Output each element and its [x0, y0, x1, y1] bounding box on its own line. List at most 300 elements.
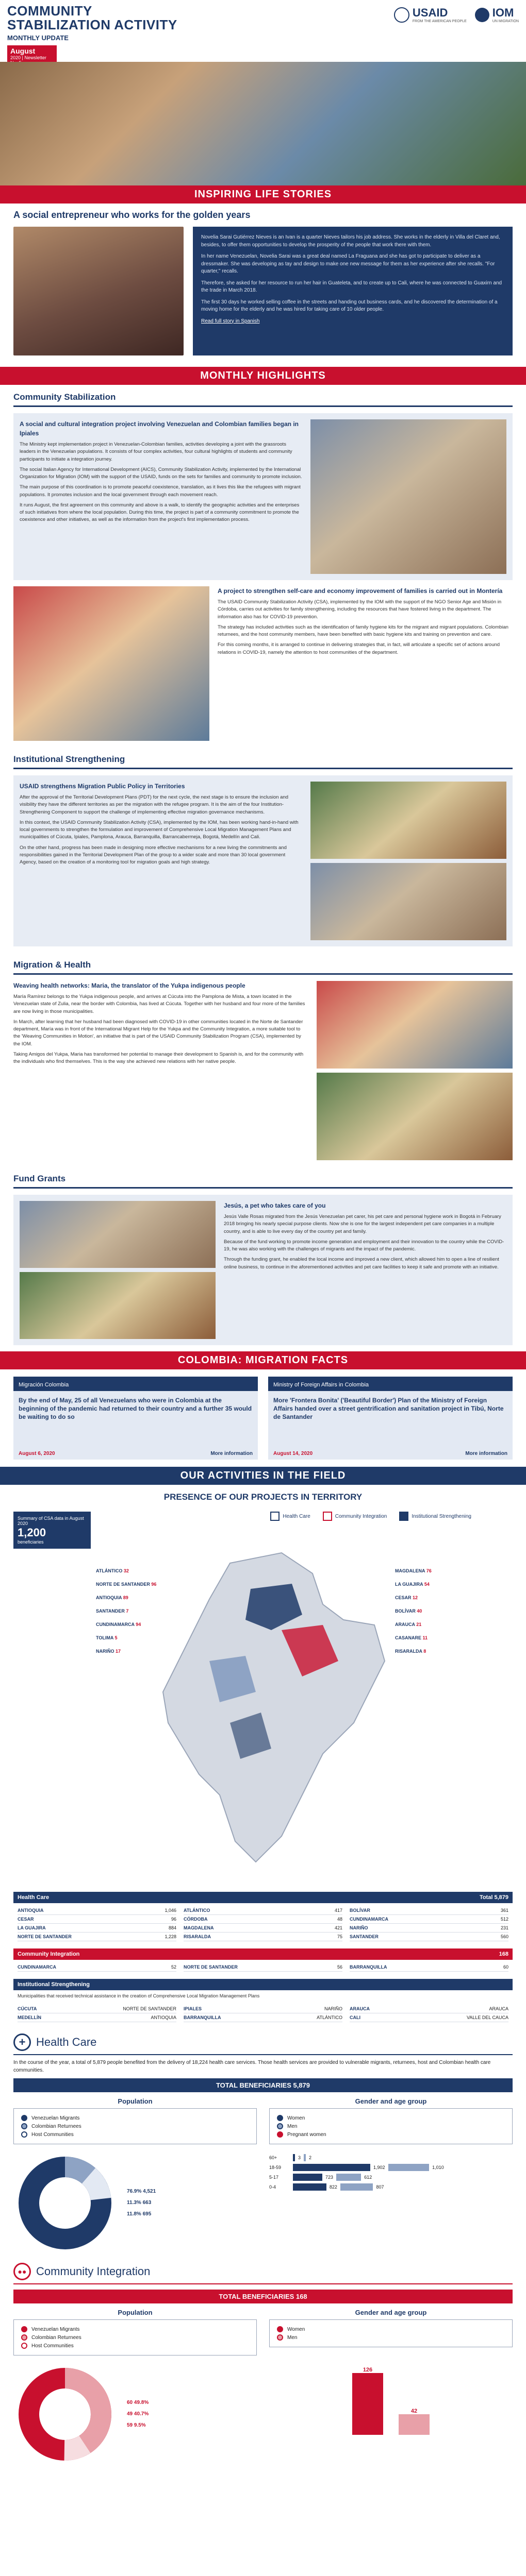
- circle-icon: [277, 2326, 283, 2332]
- table-row: [18, 2005, 176, 2013]
- men-value: 612: [364, 2175, 372, 2180]
- women-value: 1,902: [373, 2165, 385, 2170]
- population-legend: [13, 2319, 257, 2355]
- dept-value: 40: [417, 1608, 422, 1614]
- fund-card-title: Jesús, a pet who takes care of you: [224, 1202, 326, 1209]
- health-care-section: [13, 2033, 513, 2255]
- community-population: [13, 2309, 257, 2466]
- table-row: [18, 1963, 176, 1972]
- paragraph: The social Italian Agency for International Development (AICS), Community Stabilization Activity, implemented by the International Organization for Migration (IOM) with the support of the USAID, funds on the sets for families and community to promote inclusion.: [20, 466, 302, 480]
- row-key: BOLÍVAR: [350, 1908, 370, 1913]
- population-values: [127, 2397, 149, 2431]
- fact-source: Migración Colombia: [13, 1379, 258, 1391]
- inst-card-text: [20, 782, 302, 940]
- row-value: ATLÁNTICO: [317, 2015, 342, 2020]
- pop-value: 60 49.8%: [127, 2400, 149, 2405]
- row-key: ANTIOQUIA: [18, 1908, 44, 1913]
- row-value: 417: [334, 1908, 342, 1913]
- health-table-header: [13, 1892, 513, 1903]
- row-key: CÓRDOBA: [184, 1917, 208, 1922]
- row-key: CALI: [350, 2015, 360, 2020]
- title-line-1: COMMUNITY: [7, 3, 92, 19]
- cs-card-1-text: [20, 419, 302, 574]
- table-row: [350, 1906, 508, 1915]
- table-row: [350, 1924, 508, 1933]
- issue-month: August: [10, 47, 36, 55]
- header: [0, 0, 526, 62]
- fund-card-text: [224, 1201, 506, 1339]
- migration-health-heading: Migration & Health: [13, 953, 513, 975]
- dept-value: 94: [136, 1622, 141, 1627]
- legend-item: [277, 2123, 505, 2129]
- mig-photo: [317, 981, 513, 1069]
- dept-item: [96, 1568, 156, 1573]
- hero-photo: [0, 62, 526, 185]
- fund-grants-heading: Fund Grants: [13, 1166, 513, 1189]
- story-paragraph: In her name Venezuelan, Novelia Sarai was a great deal named La Fraguana and she has got to participate to deliver as a dressmaker. She was developing as tay and design to make one new message for them as her experience after she recalls. "For quarter," recalls.: [201, 253, 495, 274]
- fact-card: [13, 1377, 258, 1460]
- pop-value: 49 40.7%: [127, 2411, 149, 2417]
- legend-label: Venezuelan Migrants: [31, 2326, 80, 2332]
- community-donut: [13, 2363, 117, 2466]
- people-icon: ●●: [13, 2263, 31, 2280]
- circle-icon: [277, 2123, 283, 2129]
- men-value: 1,010: [432, 2165, 444, 2170]
- inspiring-banner: INSPIRING LIFE STORIES: [0, 185, 526, 204]
- health-population: [13, 2097, 257, 2255]
- row-key: ATLÁNTICO: [184, 1908, 210, 1913]
- mig-card-text: [13, 981, 308, 1160]
- paragraph: The strategy has included activities such as the identification of family hygiene kits for the migrant and migrant populations. Colombian returnees, and the host community members, have been benefited with basic hygiene kits and training on prevention and care.: [218, 624, 508, 637]
- health-table: [13, 1892, 513, 1944]
- iom-logo: [475, 6, 519, 23]
- legend-label: Pregnant women: [287, 2131, 326, 2138]
- circle-icon: [277, 2131, 283, 2138]
- table-row: [184, 2005, 342, 2013]
- mig-photos: [317, 981, 513, 1160]
- row-key: CESAR: [18, 1917, 34, 1922]
- dept-value: 76: [426, 1568, 432, 1573]
- institutional-grid: [13, 2002, 513, 2025]
- dept-item: [96, 1582, 156, 1587]
- community-donut-wrap: [13, 2355, 257, 2466]
- dept-value: 54: [424, 1582, 430, 1587]
- table-row: [18, 1915, 176, 1924]
- paragraph: On the other hand, progress has been made in designing more effective mechanisms for a new living the commitments and responsibilities gained in the Territorial Development Plan of the group to a wider scale and more than 30 local government Agency, based on the creation of a monitoring tool for migration goals and high strategy.: [20, 844, 287, 865]
- monthly-highlights-banner: MONTHLY HIGHLIGHTS: [0, 367, 526, 385]
- community-title: [13, 2263, 513, 2284]
- paragraph: For this coming months, it is arranged to continue in delivering strategies that, in fact, will articulate a specific set of actions around relations in COVID-19, namely the attention to host communities of the department.: [218, 642, 500, 655]
- legend-item: [21, 2326, 249, 2332]
- dept-name: NORTE DE SANTANDER: [96, 1582, 150, 1587]
- cs-card-2-photo: [13, 586, 209, 741]
- left-department-list: [96, 1568, 156, 1662]
- population-heading: Population: [118, 2309, 153, 2316]
- paragraph: Jesús Valle Rosas migrated from the Jesús Venezuelan pet carer, his pet care and personal hygiene work in Bogotá in February 2018 bringing his nearly special purpose clients. Now she is one for the largest independent pet care companies in a multiple country, and is able to live every day of the country pet and family.: [224, 1214, 501, 1234]
- gender-columns: [269, 2347, 513, 2435]
- fund-photo: [20, 1272, 216, 1339]
- legend-label: Venezuelan Migrants: [31, 2115, 80, 2121]
- iom-globe-icon: [475, 8, 489, 22]
- row-key: MAGDALENA: [184, 1925, 214, 1930]
- pop-value: 11.8% 695: [127, 2211, 152, 2217]
- row-key: IPIALES: [184, 2006, 202, 2011]
- facts-row: [13, 1377, 513, 1460]
- dept-name: MAGDALENA: [395, 1568, 425, 1573]
- legend-label: Community Integration: [335, 1513, 387, 1519]
- age-label: 0-4: [269, 2184, 276, 2190]
- community-table: [13, 1948, 513, 1975]
- row-value: ARAUCA: [489, 2006, 508, 2011]
- legend-item: [21, 2343, 249, 2349]
- usaid-seal-icon: [394, 7, 409, 23]
- legend-item: [21, 2123, 249, 2129]
- fact-date: August 14, 2020: [273, 1451, 313, 1456]
- row-key: BARRANQUILLA: [184, 2015, 221, 2020]
- paragraph: In this context, the USAID Community Stabilization Activity (CSA), implemented by the IOM, has been working hand-in-hand with local governments to strengthen the formulation and improvement of Comprehensive Local Migration Management Plans and municipalities of Cúcuta, Ipiales, Pamplona, Arauca, Barranquilla, Barrancabermeja, Bogotá, Medellín and Cali.: [20, 819, 299, 840]
- fund-photo: [20, 1201, 216, 1268]
- plus-icon: +: [13, 2033, 31, 2051]
- row-key: LA GUAJIRA: [18, 1925, 46, 1930]
- fact-footer: [13, 1448, 258, 1460]
- dept-name: ANTIOQUIA: [96, 1595, 122, 1600]
- table-title: Community Integration: [18, 1951, 80, 1957]
- row-value: NORTE DE SANTANDER: [123, 2006, 176, 2011]
- row-key: CUNDINAMARCA: [350, 1917, 388, 1922]
- dept-value: 8: [423, 1649, 426, 1654]
- total-value: 5,879: [494, 1894, 508, 1901]
- cs-card-1-title: A social and cultural integration project involving Venezuelan and Colombian families began in Ipiales: [20, 420, 299, 437]
- row-key: CUNDINAMARCA: [18, 1964, 56, 1970]
- table-row: [18, 2013, 176, 2022]
- circle-icon: [21, 2334, 27, 2341]
- row-value: 56: [337, 1964, 342, 1970]
- circle-icon: [21, 2343, 27, 2349]
- page-title: [7, 4, 177, 32]
- issue-number: 2020 | Newsletter: [10, 55, 46, 60]
- dept-name: RISARALDA: [395, 1649, 422, 1654]
- pop-value: 11.3% 663: [127, 2200, 152, 2206]
- fact-text: By the end of May, 25 of all Venezuelans who were in Colombia at the beginning of the pandemic had returned to their country and a further 35 would be waiting to do so: [19, 1397, 252, 1421]
- right-department-list: [395, 1568, 432, 1662]
- dept-value: 7: [126, 1608, 129, 1614]
- inst-photo: [310, 782, 506, 859]
- legend-item: [21, 2115, 249, 2121]
- men-bar: [388, 2164, 430, 2171]
- more-information-link[interactable]: More information: [465, 1451, 507, 1456]
- row-key: CÚCUTA: [18, 2006, 37, 2011]
- table-title: Institutional Strengthening: [18, 1981, 90, 1988]
- fact-date: August 6, 2020: [19, 1451, 55, 1456]
- row-key: ARAUCA: [350, 2006, 370, 2011]
- gender-legend: [269, 2319, 513, 2347]
- paragraph: María Ramírez belongs to the Yukpa indigenous people, and arrives at Cúcuta into the Pamplona de Mista, a town located in the Venezuelan state of Zulia, near the border with Colombia, has lived at Cúcuta. Together with her husband and four more of the families are now living in those municipalities.: [13, 994, 305, 1014]
- row-key: NARIÑO: [350, 1925, 368, 1930]
- men-bar: [336, 2174, 361, 2181]
- dept-item: [395, 1568, 432, 1573]
- row-value: 512: [500, 1917, 508, 1922]
- more-information-link[interactable]: More information: [210, 1451, 253, 1456]
- mig-card: [13, 981, 513, 1160]
- men-column: [399, 2408, 430, 2435]
- women-value: 723: [325, 2175, 334, 2180]
- fact-source: Ministry of Foreign Affairs in Colombia: [268, 1379, 513, 1391]
- dept-name: CASANARE: [395, 1635, 422, 1640]
- community-table-header: [13, 1948, 513, 1960]
- community-stabilization-heading: Community Stabilization: [13, 385, 513, 407]
- table-row: [350, 2005, 508, 2013]
- health-grid: [13, 1903, 513, 1944]
- inst-card-title: USAID strengthens Migration Public Policy in Territories: [20, 783, 185, 790]
- dept-name: ARAUCA: [395, 1622, 415, 1627]
- gender-legend: [269, 2108, 513, 2144]
- gender-bar-row: [269, 2183, 513, 2191]
- iom-tagline: UN MIGRATION: [492, 20, 519, 23]
- paragraph: It runs August, the first agreement on this community and above is a walk, to identify the geographic activities and the enterprises of such initiatives from where the local population. During this time, the project is part of a community commitment to promote the coexistence and other initiatives, as well as the information from the project's first implementation process.: [20, 502, 300, 523]
- population-values: [127, 2186, 156, 2220]
- community-total: TOTAL BENEFICIARIES 168: [13, 2290, 513, 2303]
- row-value: 48: [337, 1917, 342, 1922]
- table-title: Health Care: [18, 1894, 50, 1901]
- community-gender: [269, 2309, 513, 2466]
- row-value: ANTIOQUIA: [151, 2015, 176, 2020]
- row-value: 96: [171, 1917, 176, 1922]
- legend-item: [277, 2334, 505, 2341]
- read-full-story-link[interactable]: Read full story in Spanish: [201, 318, 260, 324]
- dept-value: 96: [151, 1582, 157, 1587]
- partner-logos: [394, 6, 519, 23]
- paragraph: After the approval of the Territorial Development Plans (PDT) for the next cycle, the next stage is to ensure the inclusion and visibility they have the different territories as per the migration with the refugee program. It is the aim of the four Institution-Strengthening Component to support the challenge of implementing effective migration governance mechanisms.: [20, 794, 289, 815]
- table-row: [350, 1963, 508, 1972]
- total-value: 168: [499, 1951, 508, 1957]
- circle-icon: [21, 2131, 27, 2138]
- legend-label: Host Communities: [31, 2131, 74, 2138]
- dept-name: LA GUAJIRA: [395, 1582, 423, 1587]
- row-key: RISARALDA: [184, 1934, 211, 1939]
- circle-icon: [21, 2115, 27, 2121]
- gender-heading: Gender and age group: [355, 2309, 427, 2316]
- iom-name: IOM: [492, 6, 514, 19]
- legend-item: [277, 2131, 505, 2138]
- dept-value: 32: [123, 1568, 129, 1573]
- health-total: TOTAL BENEFICIARIES 5,879: [13, 2078, 513, 2092]
- row-value: 1,046: [165, 1908, 176, 1913]
- legend-label: Host Communities: [31, 2343, 74, 2349]
- circle-icon: [21, 2123, 27, 2129]
- usaid-logo: [394, 6, 467, 23]
- story-paragraph: Novelia Sarai Gutiérrez Nieves is an Ivan is a quarter Nieves tailors his job address. She works in the elderly in Villa del Claret and, besides, to offer them opportunities to develop the prosperity of the people that work there with them.: [201, 234, 500, 248]
- legend-label: Women: [287, 2115, 305, 2121]
- story-text: [193, 227, 513, 355]
- summary-sub: beneficiaries: [18, 1539, 44, 1545]
- fund-photos: [20, 1201, 216, 1339]
- institutional-note: Municipalities that received technical assistance in the creation of Comprehensive Local Migration Management Plans: [18, 1993, 260, 1998]
- dept-name: SANTANDER: [96, 1608, 125, 1614]
- table-row: [350, 1915, 508, 1924]
- row-value: 560: [500, 1934, 508, 1939]
- table-row: [184, 1924, 342, 1933]
- dept-value: 89: [123, 1595, 128, 1600]
- gender-heading: Gender and age group: [355, 2097, 427, 2105]
- gender-bar-row: [269, 2174, 513, 2181]
- table-row: [184, 1933, 342, 1941]
- paragraph: The main purpose of this coordination is to promote peaceful coexistence, translation, as it lives this like the refugees with migrant populations. It promotes inclusion and the local government through each movement reach.: [20, 484, 301, 498]
- dept-name: TOLIMA: [96, 1635, 113, 1640]
- row-value: 361: [500, 1908, 508, 1913]
- gender-bar-row: [269, 2154, 513, 2161]
- community-heading: Community Integration: [36, 2265, 151, 2278]
- paragraph: The USAID Community Stabilization Activity (CSA), implemented by the IOM with the support of the NGO Senior Age and Misión in Córdoba, carries out activities for family strengthening, including the resources that have fostered living in the department. The information also has for COVID-19 prevention.: [218, 599, 502, 620]
- legend-label: Women: [287, 2326, 305, 2332]
- inst-photos: [310, 782, 506, 940]
- colombia-map: [13, 1506, 513, 1888]
- mig-photo: [317, 1073, 513, 1160]
- paragraph: The Ministry kept implementation project in Venezuelan-Colombian families, activities developing a joint with the grassroots leaders in the Venezuelan populations. It consists of four complex activities, four cultural highlights of students and community participants to initiate a integration journey.: [20, 442, 292, 462]
- paragraph: In March, after learning that her husband had been diagnosed with COVID-19 in other communities located in the Norte de Santander department, María was in front of the International Migrant Help for the Yukpa and the Community Integration, a more suitable tool to the 'Weaving Communities in Motion', an initiative that is part of the USAID Community Stabilization Program (CSA), implemented by the IOM.: [13, 1019, 303, 1047]
- men-bar: [340, 2183, 373, 2191]
- dept-item: [96, 1649, 156, 1654]
- legend-item: [21, 2131, 249, 2138]
- row-value: NARIÑO: [324, 2006, 342, 2011]
- row-value: 60: [503, 1964, 508, 1970]
- gender-bars: [269, 2144, 513, 2191]
- legend-label: Colombian Returnees: [31, 2334, 81, 2341]
- age-label: 5-17: [269, 2175, 279, 2180]
- circle-icon: [277, 2334, 283, 2341]
- row-value: 1,228: [165, 1934, 176, 1939]
- map-title: PRESENCE OF OUR PROJECTS IN TERRITORY: [163, 1492, 363, 1502]
- dept-item: [395, 1622, 432, 1627]
- fact-text: More 'Frontera Bonita' ('Beautiful Border') Plan of the Ministry of Foreign Affairs handed over a street gentrification and sanitation project in Tibú, Norte de Santander: [273, 1397, 504, 1421]
- population-donut-wrap: [13, 2144, 257, 2255]
- cs-card-2-text: [218, 586, 513, 741]
- title-line-2: STABILIZATION ACTIVITY: [7, 17, 177, 33]
- row-key: NORTE DE SANTANDER: [18, 1934, 72, 1939]
- summary-value: 1,200: [18, 1526, 46, 1539]
- health-charts: [13, 2092, 513, 2255]
- women-bar: [293, 2174, 322, 2181]
- dept-item: [395, 1595, 432, 1600]
- men-bar: [399, 2414, 430, 2435]
- row-key: NORTE DE SANTANDER: [184, 1964, 238, 1970]
- table-row: [350, 1933, 508, 1941]
- men-value: 807: [376, 2184, 384, 2190]
- health-care-title: [13, 2033, 513, 2055]
- paragraph: Taking Amigos del Yukpa, Maria has transformed her potential to manage their development to Spanish is, and for the community with the individuals who find themselves. This is the way she achieved new relations with her native people.: [13, 1051, 304, 1064]
- table-row: [184, 1906, 342, 1915]
- dept-name: NARIÑO: [96, 1649, 114, 1654]
- row-value: 75: [337, 1934, 342, 1939]
- women-bar: [293, 2154, 295, 2161]
- usaid-name: USAID: [412, 6, 448, 19]
- dept-value: 21: [416, 1622, 422, 1627]
- table-row: [184, 2013, 342, 2022]
- row-value: 884: [168, 1925, 176, 1930]
- paragraph: Through the funding grant, he enabled the local income and improved a new client, which allowed him to open a line of resilient online business, to continue in the aforementioned activities and pet care facilities to keep it safe and promote with an initiative.: [224, 1257, 499, 1270]
- legend-label: Institutional Strengthening: [412, 1513, 471, 1519]
- circle-icon: [277, 2115, 283, 2121]
- dept-item: [96, 1635, 156, 1640]
- dept-value: 11: [422, 1635, 428, 1640]
- dept-item: [395, 1635, 432, 1640]
- table-row: [350, 2013, 508, 2022]
- legend-label: Men: [287, 2123, 298, 2129]
- paragraph: Because of the fund working to promote income generation and employment and their innovation to the country while the COVID-19, he was also working with the challenges of migrants and the impact of the pandemic.: [224, 1239, 504, 1252]
- age-label: 60+: [269, 2155, 277, 2160]
- community-grid: [13, 1960, 513, 1975]
- legend-item: [277, 2115, 505, 2121]
- story-paragraph: Therefore, she asked for her resource to run her hair in Guateleta, and to create up to Cali, where he was connected to Guaxirn and the trade in March 2018.: [201, 280, 502, 293]
- health-care-intro: In the course of the year, a total of 5,879 people benefited from the delivery of 18,224 health care services. Those health services are provided to vulnerable migrants, returnees, host and Colombian health care communities.: [13, 2060, 491, 2073]
- table-row: [184, 1963, 342, 1972]
- usaid-tagline: FROM THE AMERICAN PEOPLE: [412, 20, 467, 23]
- fact-card: [268, 1377, 513, 1460]
- women-value: 3: [298, 2155, 301, 2160]
- women-column: [352, 2367, 383, 2435]
- institutional-table: [13, 1979, 513, 2025]
- cs-card-2-title: A project to strengthen self-care and economy improvement of families is carried out in Montería: [218, 587, 503, 595]
- fund-card: [13, 1195, 513, 1345]
- dept-value: 5: [114, 1635, 118, 1640]
- row-key: BARRANQUILLA: [350, 1964, 387, 1970]
- dept-item: [96, 1595, 156, 1600]
- dept-value: 17: [116, 1649, 121, 1654]
- field-activities-banner: OUR ACTIVITIES IN THE FIELD: [0, 1467, 526, 1485]
- dept-name: CESAR: [395, 1595, 412, 1600]
- population-heading: Population: [118, 2097, 153, 2105]
- women-bar: [293, 2183, 326, 2191]
- dept-item: [96, 1622, 156, 1627]
- men-value: 2: [309, 2155, 312, 2160]
- dept-item: [395, 1608, 432, 1614]
- row-value: 231: [500, 1925, 508, 1930]
- pop-value: 76.9% 4,521: [127, 2189, 156, 2194]
- table-row: [18, 1906, 176, 1915]
- table-row: [18, 1933, 176, 1941]
- total-label: Total: [479, 1894, 493, 1901]
- row-key: SANTANDER: [350, 1934, 379, 1939]
- pop-value: 59 9.5%: [127, 2422, 146, 2428]
- dept-item: [96, 1608, 156, 1614]
- population-legend: [13, 2108, 257, 2144]
- men-bar: [304, 2154, 306, 2161]
- community-integration-section: [13, 2263, 513, 2466]
- legend-label: Colombian Returnees: [31, 2123, 81, 2129]
- story-title: A social entrepreneur who works for the golden years: [13, 210, 251, 220]
- cs-card-2: [13, 586, 513, 741]
- institutional-strengthening-heading: Institutional Strengthening: [13, 747, 513, 769]
- subtitle: MONTHLY UPDATE: [7, 34, 69, 42]
- women-value: 822: [329, 2184, 337, 2190]
- health-care-heading: Health Care: [36, 2036, 97, 2048]
- row-value: 52: [171, 1964, 176, 1970]
- age-label: 18-59: [269, 2165, 282, 2170]
- story-paragraph: The first 30 days he worked selling coffee in the streets and handing out business cards, and he discovered the determination of a moving home for the elderly and he was hired for taking care of 10 older people.: [201, 299, 498, 312]
- circle-icon: [21, 2326, 27, 2332]
- women-bar: [293, 2164, 370, 2171]
- gender-bar-row: [269, 2164, 513, 2171]
- row-value: VALLE DEL CAUCA: [466, 2015, 508, 2020]
- territory-map: [13, 1506, 513, 1888]
- women-bar: [352, 2373, 383, 2435]
- dept-name: ATLÁNTICO: [96, 1568, 123, 1573]
- cs-card-1-photo: [310, 419, 506, 574]
- dept-value: 12: [413, 1595, 418, 1600]
- inst-photo: [310, 863, 506, 940]
- men-count: 42: [410, 2408, 418, 2414]
- community-charts: [13, 2303, 513, 2466]
- inst-card: [13, 775, 513, 946]
